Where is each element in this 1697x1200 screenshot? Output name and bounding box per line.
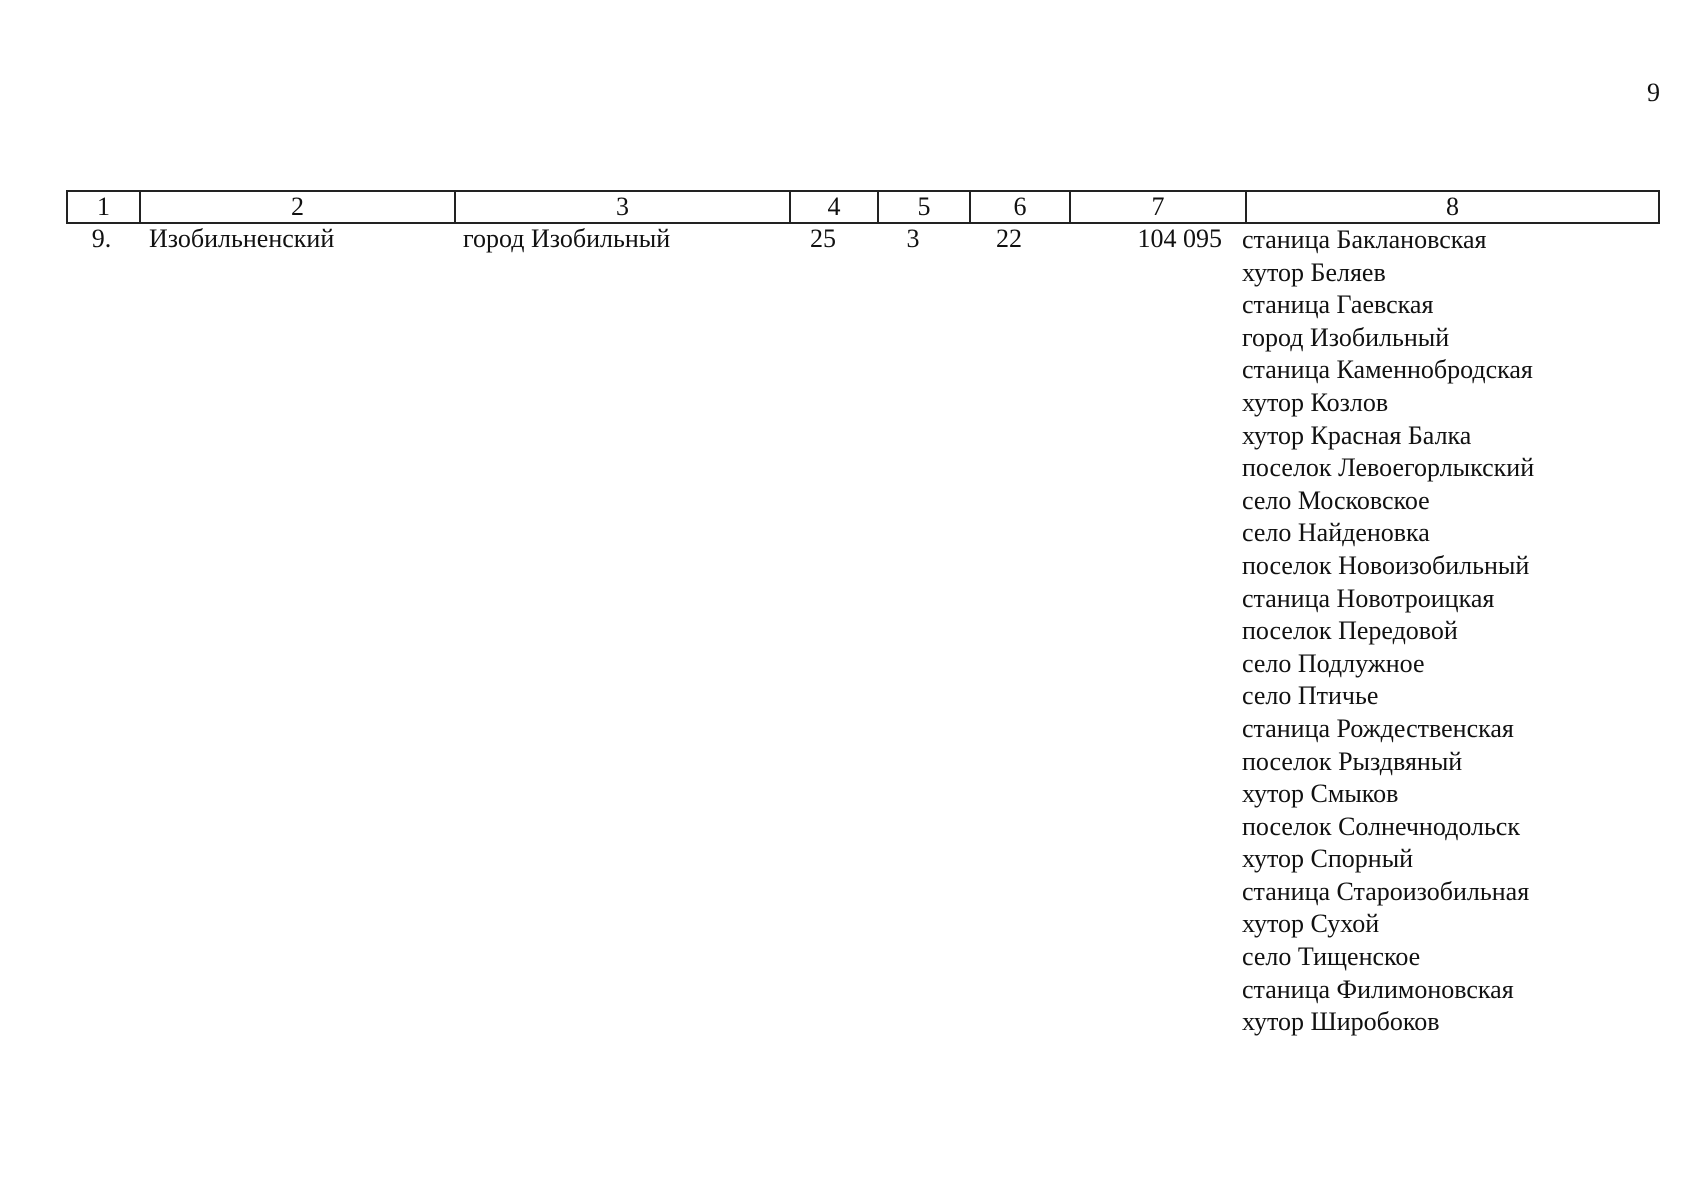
- row-number: 9.: [91, 224, 112, 253]
- list-item: город Изобильный: [1242, 322, 1450, 352]
- settlement-list: [1242, 224, 1534, 1039]
- list-item: хутор Широбоков: [1242, 1007, 1440, 1037]
- column-number-3: 3: [455, 191, 790, 223]
- administrative-center: город Изобильный: [463, 224, 671, 253]
- list-item: село Тищенское: [1242, 942, 1421, 972]
- column-5-value: 3: [906, 224, 920, 253]
- list-item: село Найденовка: [1242, 518, 1430, 548]
- list-item: село Московское: [1242, 485, 1430, 515]
- column-number-4: 4: [790, 191, 878, 223]
- column-6-value: 22: [996, 224, 1022, 253]
- header-row: [67, 191, 1659, 223]
- list-item: хутор Беляев: [1242, 257, 1386, 287]
- list-item: поселок Солнечнодольск: [1242, 811, 1520, 841]
- list-item: станица Каменнобродская: [1242, 355, 1533, 385]
- list-item: поселок Новоизобильный: [1242, 550, 1530, 580]
- list-item: станица Баклановская: [1242, 225, 1487, 254]
- list-item: станица Рождественская: [1242, 713, 1514, 743]
- list-item: село Птичье: [1242, 681, 1379, 711]
- page-number: 9: [1647, 78, 1660, 107]
- list-item: хутор Смыков: [1242, 779, 1399, 809]
- list-item: хутор Спорный: [1242, 844, 1414, 874]
- list-item: хутор Красная Балка: [1242, 420, 1472, 450]
- column-number-6: 6: [970, 191, 1070, 223]
- list-item: станица Филимоновская: [1242, 974, 1514, 1004]
- list-item: станица Гаевская: [1242, 290, 1434, 320]
- column-number-header: [66, 190, 1660, 224]
- list-item: село Подлужное: [1242, 648, 1425, 678]
- list-item: станица Новотроицкая: [1242, 583, 1495, 613]
- list-item: хутор Козлов: [1242, 387, 1389, 417]
- column-number-5: 5: [878, 191, 970, 223]
- list-item: поселок Передовой: [1242, 616, 1458, 646]
- list-item: станица Староизобильная: [1242, 876, 1530, 906]
- column-number-1: 1: [67, 191, 140, 223]
- district-name: Изобильненский: [149, 224, 335, 253]
- list-item: поселок Левоегорлыкский: [1242, 453, 1535, 483]
- column-7-value: 104 095: [1137, 224, 1222, 253]
- column-4-value: 25: [810, 224, 836, 253]
- column-number-8: 8: [1246, 191, 1659, 223]
- list-item: хутор Сухой: [1242, 909, 1380, 939]
- column-number-2: 2: [140, 191, 455, 223]
- column-number-7: 7: [1070, 191, 1246, 223]
- list-item: поселок Рыздвяный: [1242, 746, 1463, 776]
